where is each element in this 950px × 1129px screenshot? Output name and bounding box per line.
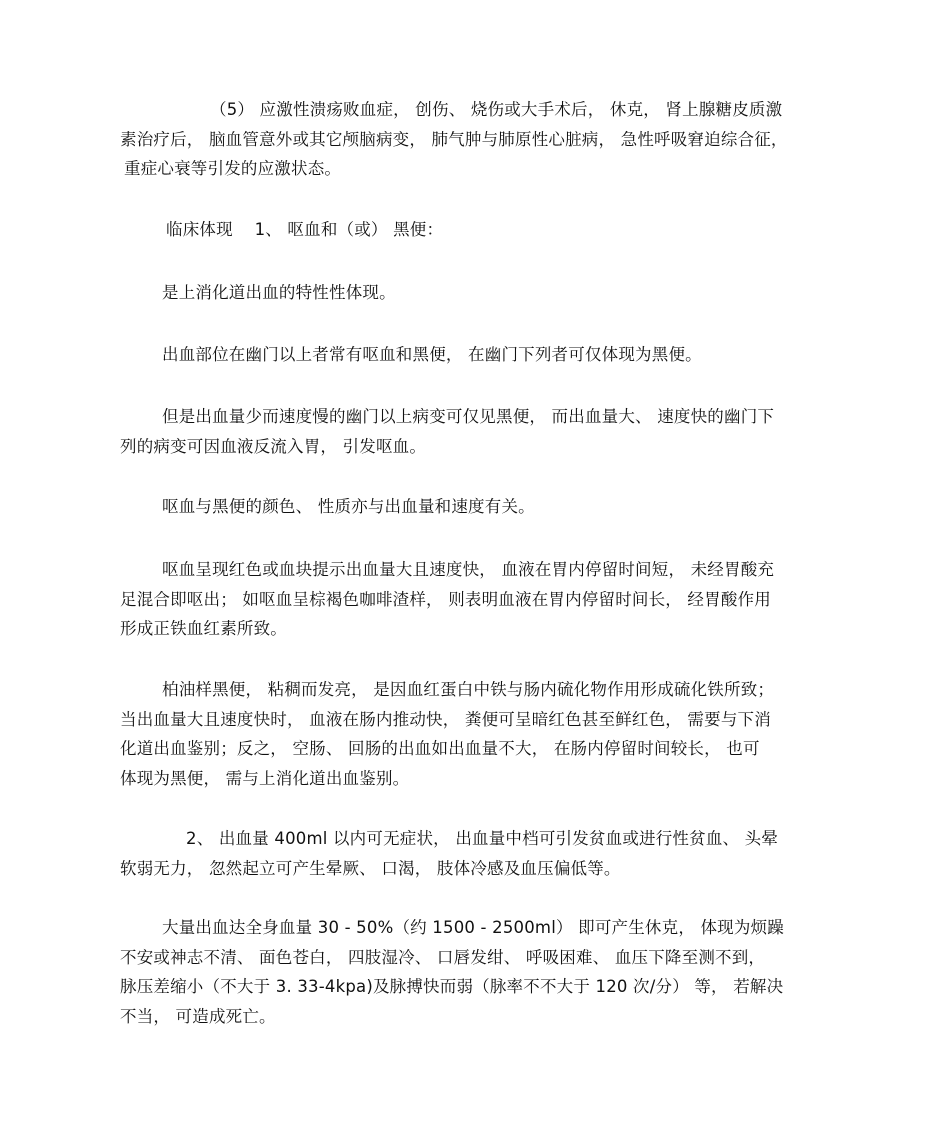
- text-line: 呕血与黑便的颜色、 性质亦与出血量和速度有关。: [162, 497, 535, 516]
- text-line: 素治疗后， 脑血管意外或其它颅脑病变， 肺气肿与肺原性心脏病， 急性呼吸窘迫综合征，: [120, 129, 788, 149]
- text-line: 呕血呈现红色或血块提示出血量大且速度快， 血液在胃内停留时间短， 未经胃酸充: [162, 560, 775, 579]
- text-line: 是上消化道出血的特性性体现。: [162, 283, 396, 302]
- paragraph-slow-bleeding: [120, 402, 840, 461]
- text-line: 不安或神志不清、 面色苍白， 四肢湿冷、 口唇发绀、 呼吸困难、 血压下降至测不到，: [120, 947, 766, 967]
- paragraph-stress-conditions: [120, 95, 840, 184]
- text-line: 当出血量大且速度快时， 血液在肠内推动快， 粪便可呈暗红色甚至鲜红色， 需要与下消: [120, 709, 771, 729]
- text-line: 形成正铁血红素所致。: [120, 619, 287, 638]
- paragraph-vomit-color: [120, 555, 840, 644]
- text-line: 出血部位在幽门以上者常有呕血和黑便， 在幽门下列者可仅体现为黑便。: [162, 345, 702, 364]
- paragraph-bleeding-site: [120, 340, 840, 370]
- text-line: 重症心衰等引发的应激状态。: [124, 159, 342, 178]
- text-line: 但是出血量少而速度慢的幽门以上病变可仅见黑便， 而出血量大、 速度快的幽门下: [162, 407, 775, 426]
- paragraph-tarry-stool: [120, 675, 840, 793]
- text-line: 列的病变可因血液反流入胃， 引发呕血。: [120, 436, 427, 456]
- text-line: （5） 应激性溃疡败血症， 创伤、 烧伤或大手术后， 休克， 肾上腺糖皮质激: [210, 100, 783, 119]
- section-heading: 临床体现 1、 呕血和（或） 黑便：: [166, 220, 444, 239]
- text-line: 脉压差缩小（不大于 3. 33-4kpa)及脉搏快而弱（脉率不不大于 120 次/分） 等， 若解决: [120, 977, 784, 996]
- text-line: 不当， 可造成死亡。: [120, 1006, 276, 1026]
- text-line: 体现为黑便， 需与上消化道出血鉴别。: [120, 768, 410, 788]
- paragraph-feature: [120, 278, 840, 308]
- paragraph-color-nature: [120, 492, 840, 522]
- text-line: 2、 出血量 400ml 以内可无症状， 出血量中档可引发贫血或进行性贫血、 头晕: [186, 829, 779, 848]
- text-line: 软弱无力， 忽然起立可产生晕厥、 口渴， 肢体冷感及血压偏低等。: [120, 858, 621, 878]
- text-line: 足混合即呕出； 如呕血呈棕褐色咖啡渣样， 则表明血液在胃内停留时间长， 经胃酸作用: [120, 589, 771, 609]
- text-line: 化道出血鉴别；反之， 空肠、 回肠的出血如出血量不大， 在肠内停留时间较长， 也可: [120, 739, 760, 758]
- text-line: 大量出血达全身血量 30 - 50%（约 1500 - 2500ml） 即可产生休克， 体现为烦躁: [162, 918, 784, 937]
- text-line: 柏油样黑便， 粘稠而发亮， 是因血红蛋白中铁与肠内硫化物作用形成硫化铁所致；: [162, 680, 775, 699]
- paragraph-clinical-heading: [120, 215, 840, 245]
- paragraph-massive-bleeding: [120, 913, 840, 1031]
- paragraph-bleeding-volume: [120, 824, 840, 883]
